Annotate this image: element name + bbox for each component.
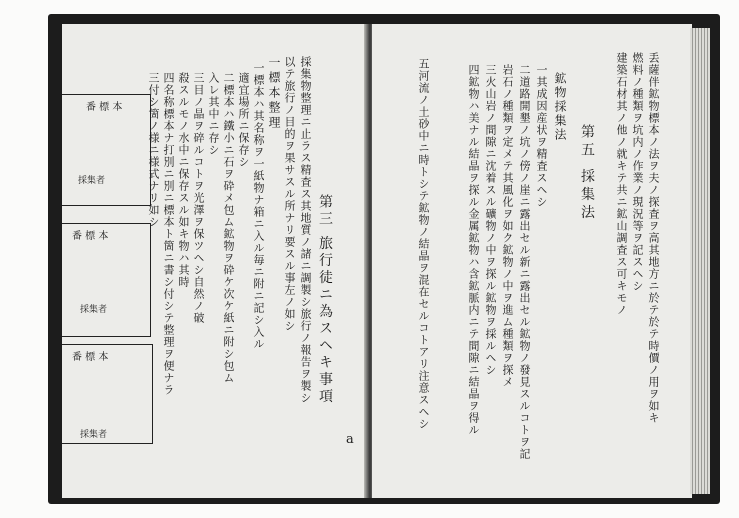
right-intro-line: 丢薩伴鉱物標本ノ法ヲ夫ノ探査ヲ高其地方ニ於テ於テ時價ノ用ヲ如キ: [647, 52, 660, 424]
specimen-card-collector-label: 採集者: [80, 430, 108, 440]
specimen-card: [62, 94, 151, 206]
specimen-card-number-label: 番 標 本: [72, 352, 109, 363]
left-body-line: 採集物整理ニ止ラス精査ス其地質ノ諸ニ調製シ旅行ノ報告ヲ製シ: [299, 56, 312, 404]
left-body-line: 二標本ハ鐵小ニ石ヲ砕メ包ム鉱物ヲ砕ケ次ケ紙ニ附シ包ム: [222, 72, 235, 384]
left-body-line: 三付シ箇ノ様ニ様式ナリ如シ: [147, 72, 160, 228]
specimen-card: [62, 223, 151, 337]
right-page: [372, 24, 692, 498]
right-item-line: 五河流ノ土砂中ニ時トシテ鉱物ノ結晶ヲ混在セルコトアリ注意スヘシ: [417, 58, 430, 430]
right-heading: 第五 採集法: [579, 124, 595, 223]
right-item-line: 岩石ノ種類ヲ定メテ其風化ヲ如ク鉱物ノ中ヲ進ム種類ヲ探メ: [501, 64, 514, 388]
left-body-line: 適宜場所ニ保存シ: [237, 72, 250, 168]
specimen-card-collector-label: 採集者: [80, 305, 108, 315]
right-intro-line: 建築石材其ノ他ノ就キテ共ニ鉱山調査ス可キモノ: [615, 52, 628, 316]
left-body-line: 四名称標本ナ打別ニ別ニ標本ト箇ニ書シ付シテ整理ヲ便ナラ: [162, 72, 175, 396]
specimen-card-collector-label: 採集者: [78, 176, 106, 186]
page-edges: [690, 28, 710, 494]
specimen-card-number-label: 番 標 本: [72, 231, 109, 242]
right-item-line: 一其成因産状ヲ精査スヘシ: [535, 64, 548, 208]
left-body-line: 一標本整理: [267, 56, 281, 131]
right-intro-line: 燃料ノ種類ヲ坑内ノ作業ノ現況等ヲ記スヘシ: [631, 52, 644, 292]
left-heading: 第三 旅行徒ニ為スヘキ事項: [317, 194, 333, 406]
right-item-line: 四鉱物ハ美ナル結晶ヲ探ル金属鉱物ハ含鉱脈内ニテ間隙ニ結晶ヲ得ル: [467, 64, 480, 436]
folio-mark: a: [346, 432, 354, 447]
specimen-card: [62, 344, 153, 444]
left-body-line: 殺スルモノ水中ニ保存スル如キ物ハ其時: [177, 72, 190, 288]
left-body-line: 一標本ハ其名称ヲ一紙物ナ箱ニ入ル毎ニ附ニ記シ入ル: [252, 62, 265, 350]
right-item-line: 二道路開墾ノ坑ノ傍ノ崖ニ露出セル新ニ露出セル鉱物ノ發見スルコトヲ記: [518, 64, 531, 460]
specimen-card-number-label: 番 標 本: [86, 102, 123, 113]
left-body-line: 以テ旅行ノ目的ヲ果サスル所ナリ要スル事左ノ如シ: [283, 56, 296, 332]
left-body-line: 入レ其中ニ存シ: [207, 72, 220, 156]
left-body-line: 三目ノ晶ヲ碎ルコトヲ光澤ヲ保ツヘシ自然ノ破: [192, 72, 205, 324]
right-subheading: 鉱物採集法: [553, 72, 567, 142]
left-page: [62, 24, 368, 498]
right-item-line: 三火山岩ノ間隙ニ沈着スル礦物ノ中ヲ探ル鉱物ヲ採ルヘシ: [484, 64, 497, 376]
